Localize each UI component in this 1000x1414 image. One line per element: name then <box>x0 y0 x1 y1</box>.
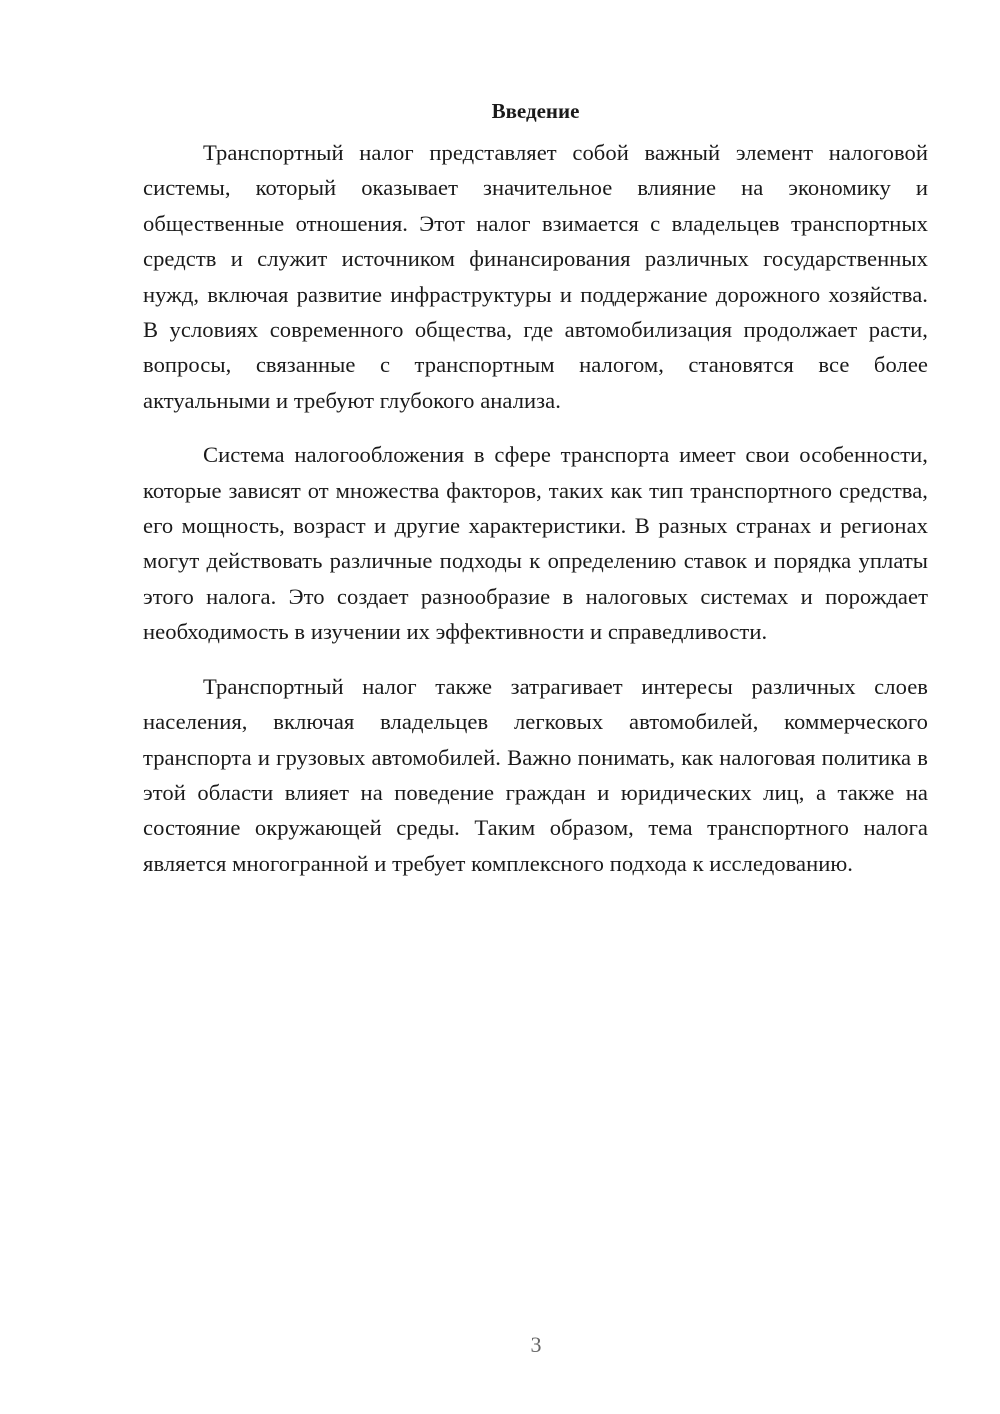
page-number: 3 <box>530 1332 542 1357</box>
page-content <box>143 94 928 900</box>
paragraph-1: Транспортный налог представляет собой важный элемент налоговой системы, который оказывает значительное влияние на экономику и общественные отношения. Этот налог взимается с владельцев транспортных средств и служит источником финансирования различных государственных нужд, включая развитие инфраструктуры и поддержание дорожного хозяйства. В условиях современного общества, где автомобилизация продолжает расти, вопросы, связанные с транспортным налогом, становятся все более актуальными и требуют глубокого анализа. <box>143 140 928 413</box>
paragraph-3: Транспортный налог также затрагивает интересы различных слоев населения, включая владельцев легковых автомобилей, коммерческого транспорта и грузовых автомобилей. Важно понимать, как налоговая политика в этой области влияет на поведение граждан и юридических лиц, а также на состояние окружающей среды. Таким образом, тема транспортного налога является многогранной и требует комплексного подхода к исследованию. <box>143 673 928 876</box>
section-heading: Введение <box>491 99 580 123</box>
paragraph-2: Система налогообложения в сфере транспорта имеет свои особенности, которые зависят от множества факторов, таких как тип транспортного средства, его мощность, возраст и другие характеристики. В разных странах и регионах могут действовать различные подходы к определению ставок и порядка уплаты этого налога. Это создает разнообразие в налоговых системах и порождает необходимость в изучении их эффективности и справедливости. <box>143 442 928 645</box>
